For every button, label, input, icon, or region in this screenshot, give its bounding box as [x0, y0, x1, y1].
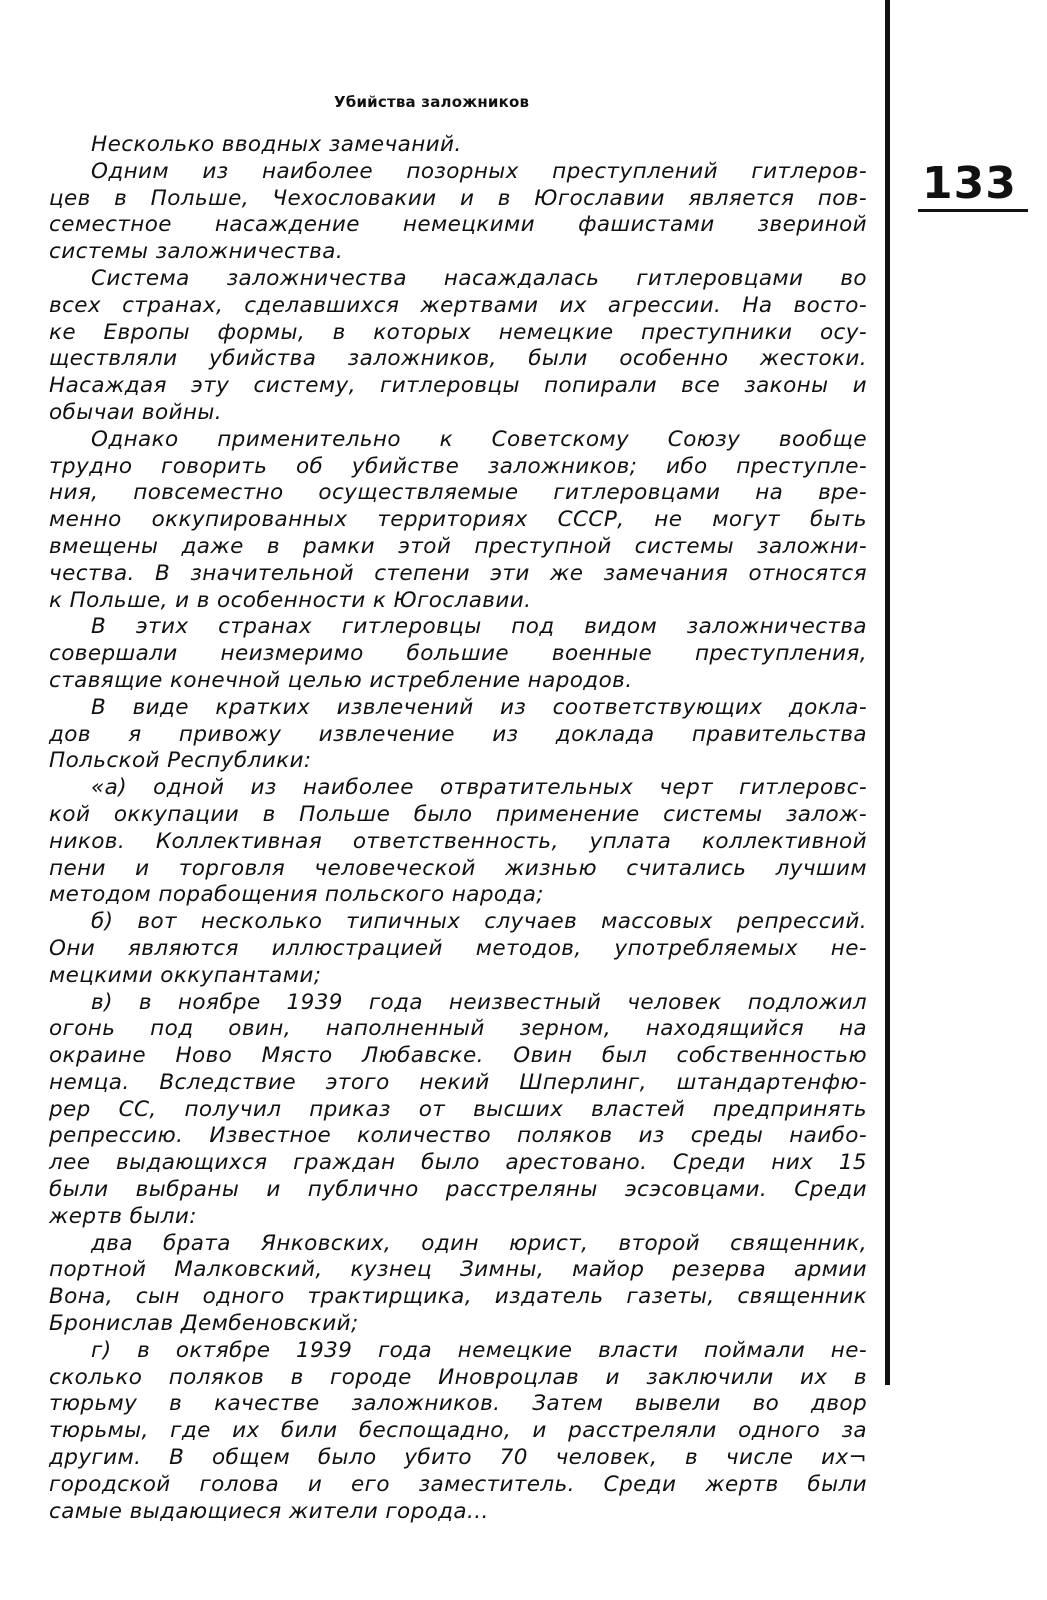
- text-line: портной Малковский, кузнец Зимны, майор резерва армии: [49, 1257, 867, 1283]
- text-line: другим. В общем было убито 70 человек, в числе их¬: [49, 1445, 867, 1471]
- text-line: самые выдающиеся жители города...: [49, 1498, 489, 1524]
- text-line: менно оккупированных территориях СССР, не могут быть: [49, 507, 867, 533]
- text-line: тюрьму в качестве заложников. Затем вывели во двор: [49, 1391, 867, 1417]
- text-line: Польской Республики:: [49, 748, 312, 774]
- text-line: ществляли убийства заложников, были особенно жестоки.: [49, 346, 867, 372]
- text-line: кой оккупации в Польше было применение системы залож-: [49, 801, 867, 827]
- text-line: городской голова и его заместитель. Среди жертв были: [49, 1471, 867, 1497]
- text-line: тюрьмы, где их били беспощадно, и расстреляли одного за: [49, 1418, 867, 1444]
- text-line: ников. Коллективная ответственность, уплата коллективной: [49, 828, 867, 854]
- text-line: огонь под овин, наполненный зерном, находящийся на: [49, 1016, 867, 1042]
- text-line: Вона, сын одного трактирщика, издатель газеты, священник: [49, 1284, 867, 1310]
- text-line: ке Европы формы, в которых немецкие преступники осу-: [49, 319, 867, 345]
- text-line: В этих странах гитлеровцы под видом заложничества: [91, 614, 867, 640]
- text-line: ставящие конечной целью истребление народов.: [49, 667, 633, 693]
- text-line: В виде кратких извлечений из соответствующих докла-: [91, 694, 867, 720]
- text-line: Насаждая эту систему, гитлеровцы попирали все законы и: [49, 373, 867, 399]
- page-number-rule: [918, 209, 1028, 212]
- text-line: Одним из наиболее позорных преступлений гитлеров-: [91, 158, 867, 184]
- text-line: сколько поляков в городе Иновроцлав и заключили их в: [49, 1364, 867, 1390]
- running-head: Убийства заложников: [334, 93, 530, 111]
- text-line: рер СС, получил приказ от высших властей предпринять: [49, 1096, 867, 1122]
- text-line: «а) одной из наиболее отвратительных черт гитлеровс-: [91, 775, 867, 801]
- text-line: немца. Вследствие этого некий Шперлинг, штандартенфю-: [49, 1069, 867, 1095]
- text-line: б) вот несколько типичных случаев массовых репрессий.: [91, 909, 867, 935]
- text-line: ния, повсеместно осуществляемые гитлеровцами на вре-: [49, 480, 867, 506]
- text-line: системы заложничества.: [49, 239, 344, 265]
- text-line: г) в октябре 1939 года немецкие власти поймали не-: [91, 1337, 867, 1363]
- margin-rule: [885, 0, 890, 1385]
- text-line: окраине Ново Място Любавске. Овин был собственностью: [49, 1043, 867, 1069]
- text-line: обычаи войны.: [49, 399, 222, 425]
- text-line: мецкими оккупантами;: [49, 962, 322, 988]
- text-line: репрессию. Известное количество поляков из среды наибо-: [49, 1123, 867, 1149]
- text-line: пени и торговля человеческой жизнью считались лучшим: [49, 855, 867, 881]
- body-text: [49, 132, 867, 1525]
- text-line: всех странах, сделавшихся жертвами их агрессии. На восто-: [49, 292, 867, 318]
- text-line: жертв были:: [49, 1203, 197, 1229]
- text-line: чества. В значительной степени эти же замечания относятся: [49, 560, 867, 586]
- page-number: 133: [922, 158, 1017, 209]
- text-line: семестное насаждение немецкими фашистами звериной: [49, 212, 867, 238]
- text-line: совершали неизмеримо большие военные преступления,: [49, 641, 867, 667]
- text-line: в) в ноябре 1939 года неизвестный человек подложил: [91, 989, 867, 1015]
- text-line: трудно говорить об убийстве заложников; ибо преступле-: [49, 453, 867, 479]
- text-line: Однако применительно к Советскому Союзу вообще: [91, 426, 867, 452]
- text-line: лее выдающихся граждан было арестовано. Среди них 15: [49, 1150, 867, 1176]
- text-line: Бронислав Дембеновский;: [49, 1311, 359, 1337]
- text-line: два брата Янковских, один юрист, второй священник,: [91, 1230, 867, 1256]
- text-line: методом порабощения польского народа;: [49, 882, 544, 908]
- text-line: Несколько вводных замечаний.: [91, 132, 462, 157]
- text-line: дов я привожу извлечение из доклада правительства: [49, 721, 867, 747]
- text-line: к Польше, и в особенности к Югославии.: [49, 587, 532, 613]
- text-line: Они являются иллюстрацией методов, употребляемых не-: [49, 935, 867, 961]
- text-line: были выбраны и публично расстреляны эсэсовцами. Среди: [49, 1177, 867, 1203]
- text-line: вмещены даже в рамки этой преступной системы заложни-: [49, 533, 867, 559]
- text-line: Система заложничества насаждалась гитлеровцами во: [91, 265, 867, 291]
- text-line: цев в Польше, Чехословакии и в Югославии является пов-: [49, 185, 867, 211]
